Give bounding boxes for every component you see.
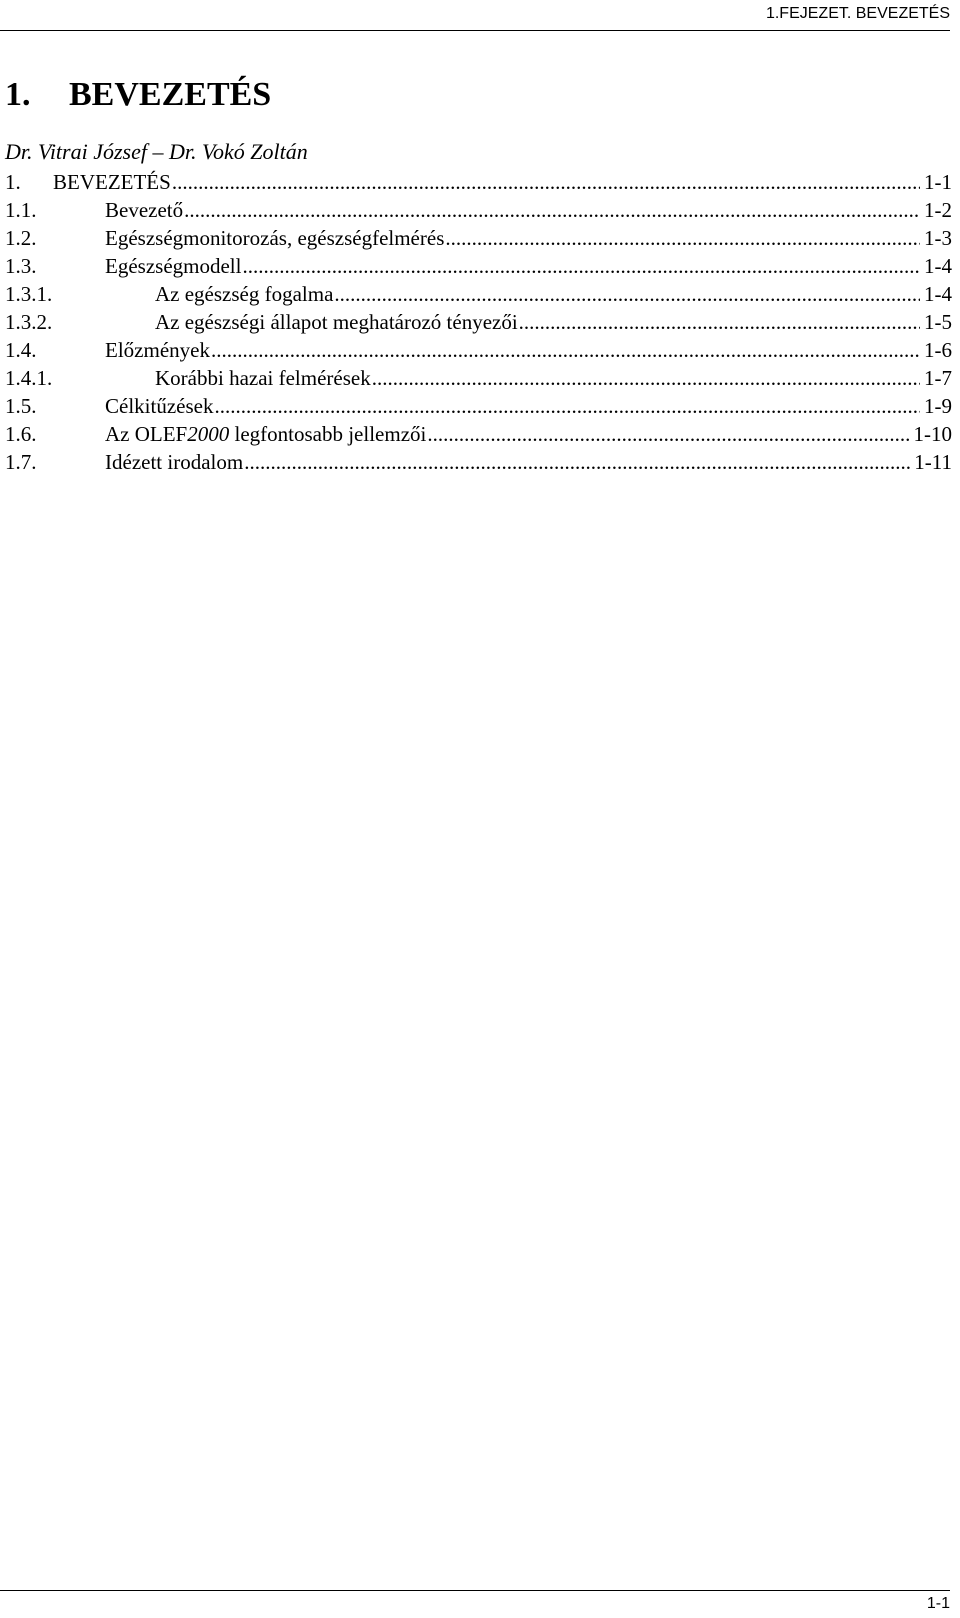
toc-dot-leader xyxy=(519,308,920,336)
toc-entry-title: Célkitűzések xyxy=(105,394,214,418)
toc-entry-page: 1-7 xyxy=(924,366,952,390)
toc-entry-page: 1-3 xyxy=(924,226,952,250)
toc-entry[interactable] xyxy=(5,364,952,392)
toc-entry[interactable] xyxy=(5,224,952,252)
footer-page-number: 1-1 xyxy=(926,1595,950,1612)
running-header xyxy=(0,0,950,31)
toc-entry-page: 1-10 xyxy=(913,422,952,446)
toc-entry-number: 1.7. xyxy=(5,450,37,474)
toc-dot-leader xyxy=(427,420,909,448)
toc-entry-number: 1.5. xyxy=(5,394,37,418)
toc-dot-leader xyxy=(211,336,920,364)
toc-dot-leader xyxy=(445,224,920,252)
toc-title-italic-part: 2000 xyxy=(187,422,230,446)
toc-entry-title: Korábbi hazai felmérések xyxy=(155,366,371,390)
toc-entry-title: Előzmények xyxy=(105,338,210,362)
toc-entry[interactable] xyxy=(5,196,952,224)
toc-entry-page: 1-1 xyxy=(924,170,952,194)
running-header-title: 1.FEJEZET. BEVEZETÉS xyxy=(765,5,950,22)
toc-entry[interactable] xyxy=(5,252,952,280)
toc-entry-title: Az egészség fogalma xyxy=(155,282,334,306)
chapter-number: 1. xyxy=(5,76,31,113)
toc-dot-leader xyxy=(372,364,920,392)
toc-entry-title: Egészségmodell xyxy=(105,254,242,278)
toc-title-part: Az OLEF xyxy=(105,422,188,446)
toc-entry-page: 1-5 xyxy=(924,310,952,334)
toc-entry-number: 1.3. xyxy=(5,254,37,278)
toc-entry-number: 1.6. xyxy=(5,422,37,446)
chapter-title-text: BEVEZETÉS xyxy=(69,76,272,113)
toc-entry-title: Az egészségi állapot meghatározó tényezői xyxy=(155,310,518,334)
toc-entry-page: 1-4 xyxy=(924,282,952,306)
toc-entry-number: 1.2. xyxy=(5,226,37,250)
toc-entry-title: Idézett irodalom xyxy=(105,450,244,474)
toc-entry-number: 1. xyxy=(5,170,21,194)
toc-dot-leader xyxy=(184,196,920,224)
toc-entry-page: 1-2 xyxy=(924,198,952,222)
toc-entry[interactable] xyxy=(5,168,952,196)
toc-dot-leader xyxy=(334,280,920,308)
toc-dot-leader xyxy=(214,392,920,420)
toc-title-part: legfontosabb jellemzői xyxy=(229,422,427,446)
toc-entry[interactable] xyxy=(5,448,952,476)
toc-entry-number: 1.3.2. xyxy=(5,310,53,334)
toc-entry[interactable] xyxy=(5,308,952,336)
toc-entry-number: 1.4. xyxy=(5,338,37,362)
toc-entry-page: 1-11 xyxy=(914,450,952,474)
toc-entry[interactable] xyxy=(5,336,952,364)
toc-dot-leader xyxy=(172,168,920,196)
toc-entry[interactable] xyxy=(5,420,952,448)
toc-dot-leader xyxy=(244,448,910,476)
toc-entry-number: 1.4.1. xyxy=(5,366,53,390)
toc-entry[interactable] xyxy=(5,280,952,308)
toc-entry[interactable] xyxy=(5,392,952,420)
toc-entry-page: 1-6 xyxy=(924,338,952,362)
chapter-authors: Dr. Vitrai József – Dr. Vokó Zoltán xyxy=(5,139,308,164)
toc-entry-page: 1-9 xyxy=(924,394,952,418)
table-of-contents xyxy=(5,168,952,476)
toc-entry-title: BEVEZETÉS xyxy=(53,170,171,194)
toc-dot-leader xyxy=(242,252,920,280)
toc-entry-title: Bevezető xyxy=(105,198,184,222)
chapter-title xyxy=(5,74,271,116)
toc-entry-title: Egészségmonitorozás, egészségfelmérés xyxy=(105,226,445,250)
toc-entry-number: 1.3.1. xyxy=(5,282,53,306)
toc-entry-number: 1.1. xyxy=(5,198,37,222)
toc-entry-page: 1-4 xyxy=(924,254,952,278)
running-footer xyxy=(0,1590,950,1618)
toc-entry-title xyxy=(105,420,426,448)
